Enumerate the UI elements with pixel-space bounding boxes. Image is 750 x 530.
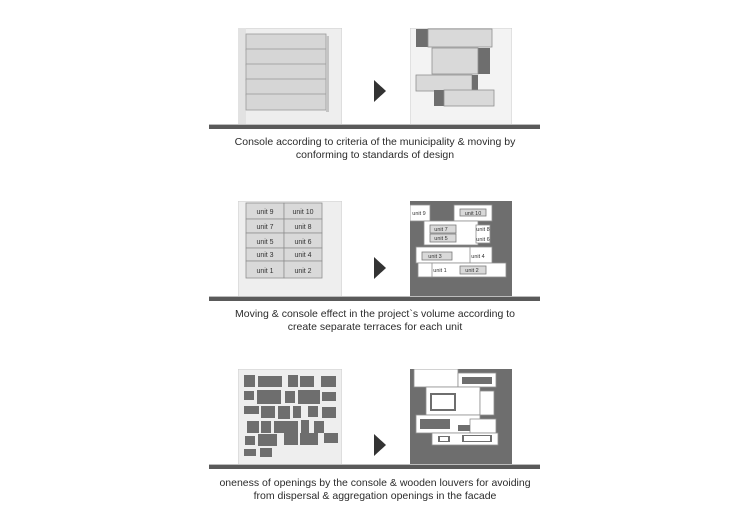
unit-label: unit 1 xyxy=(433,268,447,274)
caption-line: from dispersal & aggregation openings in the facade xyxy=(253,490,497,502)
unit-label: unit 7 xyxy=(256,224,274,231)
unit-label: unit 6 xyxy=(476,237,490,243)
unit-label: unit 1 xyxy=(256,268,274,275)
unit-label: unit 7 xyxy=(434,227,448,233)
caption-line: Moving & console effect in the project`s volume according to xyxy=(235,308,515,320)
unit-label: unit 2 xyxy=(294,268,312,275)
unit-label: unit 5 xyxy=(434,236,448,242)
unit-label: unit 8 xyxy=(476,227,490,233)
unit-label: unit 5 xyxy=(256,239,274,246)
caption-line: conforming to standards of design xyxy=(295,149,455,161)
ground-line xyxy=(209,464,540,469)
unit-label: unit 3 xyxy=(428,254,442,260)
caption-line: create separate terraces for each unit xyxy=(287,321,463,333)
unit-label: unit 9 xyxy=(256,209,274,216)
openings-before-panel xyxy=(238,369,342,465)
unit-label: unit 3 xyxy=(256,252,274,259)
unit-label: unit 4 xyxy=(471,254,485,260)
unit-label: unit 10 xyxy=(464,211,482,217)
unit-label: unit 9 xyxy=(412,211,426,217)
openings-after-panel xyxy=(410,369,512,465)
unit-label: unit 4 xyxy=(294,252,312,259)
unit-label: unit 8 xyxy=(294,224,312,231)
right-triangle-arrow-icon xyxy=(374,434,386,456)
unit-label: unit 6 xyxy=(294,239,312,246)
unit-label: unit 2 xyxy=(465,268,479,274)
unit-label: unit 10 xyxy=(292,209,314,216)
caption-line: oneness of openings by the console & wooden louvers for avoiding xyxy=(219,477,531,489)
caption-line: Console according to criteria of the municipality & moving by xyxy=(234,136,516,148)
caption-row-3 xyxy=(150,477,600,503)
